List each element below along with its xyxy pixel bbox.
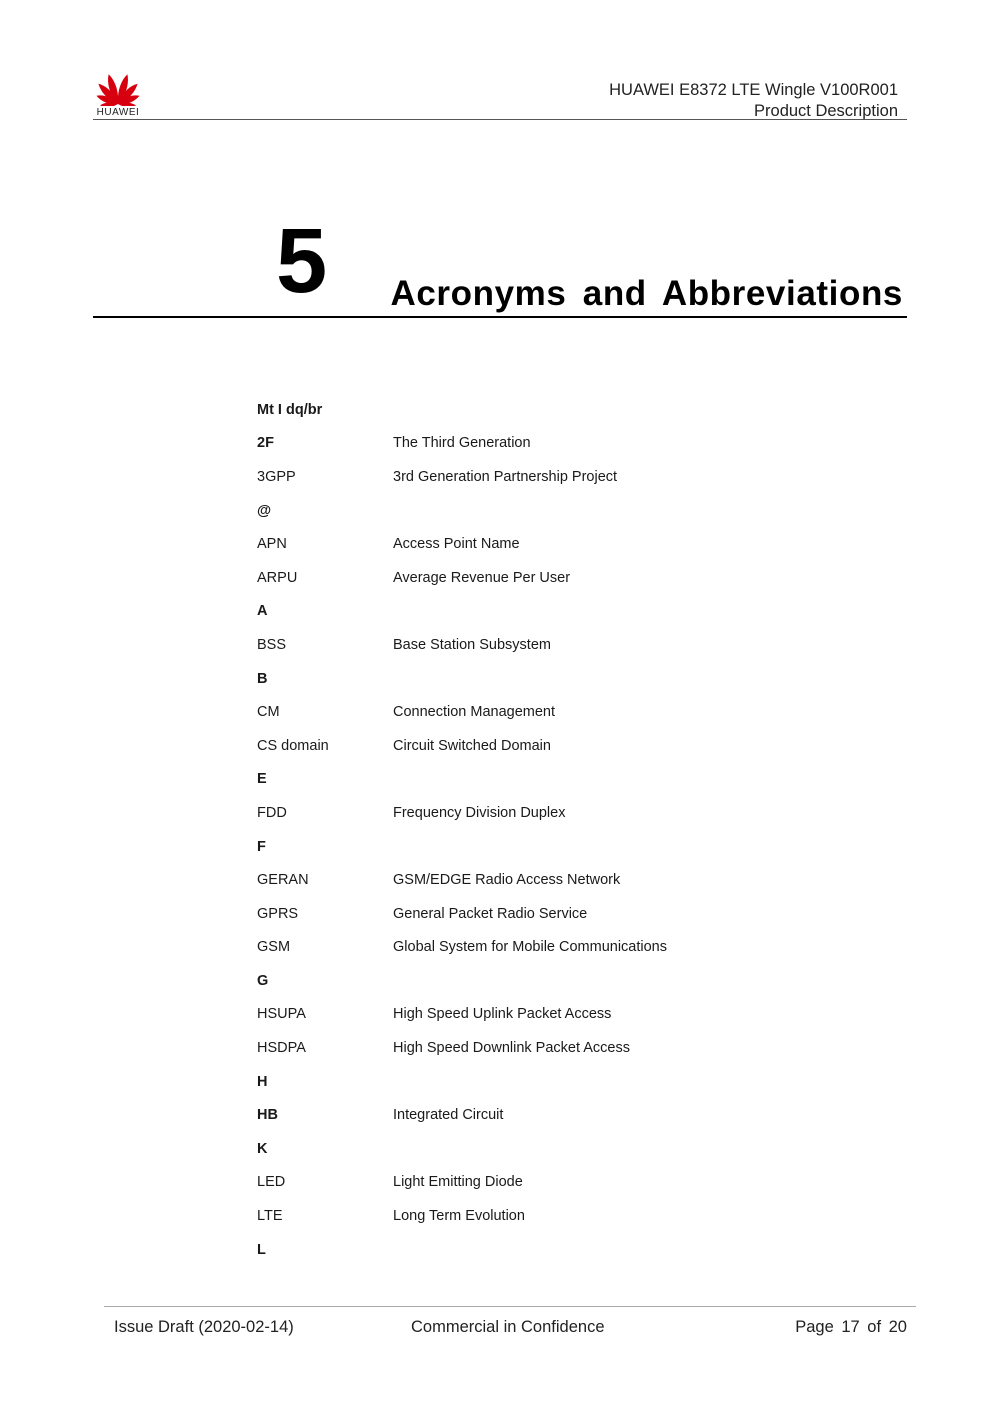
acronym-expansion: Integrated Circuit [393, 1107, 504, 1124]
chapter-title: Acronyms and Abbreviations [390, 274, 903, 313]
acronym-abbreviation: HSUPA [257, 1006, 306, 1023]
acronym-expansion: Global System for Mobile Communications [393, 939, 667, 956]
acronym-expansion: 3rd Generation Partnership Project [393, 468, 618, 485]
acronym-expansion: Access Point Name [393, 536, 520, 553]
acronym-row [257, 964, 817, 998]
acronym-row [257, 561, 817, 595]
acronym-row [257, 1233, 817, 1267]
acronym-abbreviation: @ [257, 502, 272, 519]
acronym-expansion: High Speed Downlink Packet Access [393, 1040, 630, 1057]
acronym-row [257, 1166, 817, 1200]
acronym-row [257, 763, 817, 797]
acronym-abbreviation: BSS [257, 636, 287, 653]
acronym-abbreviation: F [257, 838, 266, 855]
acronym-expansion: GSM/EDGE Radio Access Network [393, 872, 621, 889]
acronym-row [257, 628, 817, 662]
acronym-expansion: Frequency Division Duplex [393, 804, 566, 821]
acronym-row [257, 796, 817, 830]
acronym-row [257, 662, 817, 696]
logo-text: HUAWEI [96, 107, 140, 118]
acronym-abbreviation: ARPU [257, 569, 298, 586]
acronym-abbreviation: A [257, 603, 268, 620]
acronym-abbreviation: HB [257, 1107, 278, 1124]
product-name: HUAWEI E8372 LTE Wingle V100R001 [609, 81, 898, 99]
acronym-abbreviation: FDD [257, 804, 287, 821]
page-number: Page 17 of 20 [795, 1318, 907, 1336]
acronym-row [257, 393, 817, 427]
acronym-abbreviation: B [257, 670, 268, 687]
acronym-abbreviation: 2F [257, 435, 274, 452]
acronym-abbreviation: APN [257, 536, 287, 553]
acronym-row [257, 830, 817, 864]
acronym-abbreviation: CS domain [257, 737, 329, 754]
acronym-row [257, 695, 817, 729]
acronym-row [257, 1098, 817, 1132]
acronym-expansion: Average Revenue Per User [393, 569, 571, 586]
acronym-row [257, 897, 817, 931]
acronym-abbreviation: LTE [257, 1208, 283, 1225]
acronym-abbreviation: 3GPP [257, 468, 296, 485]
document-header [609, 80, 898, 122]
acronym-abbreviation: LED [257, 1174, 286, 1191]
chapter-number: 5 [276, 210, 328, 312]
huawei-logo [90, 72, 146, 118]
acronym-abbreviation: L [257, 1241, 266, 1258]
acronym-row [257, 1132, 817, 1166]
acronym-row [257, 460, 817, 494]
acronym-abbreviation: HSDPA [257, 1040, 306, 1057]
acronym-row [257, 427, 817, 461]
acronym-expansion: Connection Management [393, 704, 556, 721]
acronym-abbreviation: K [257, 1140, 268, 1157]
footer-divider [104, 1306, 916, 1307]
huawei-flower-logo-icon [96, 72, 140, 106]
acronym-abbreviation: E [257, 771, 267, 788]
acronym-abbreviation: CM [257, 704, 280, 721]
header-divider [93, 119, 907, 120]
chapter-divider [93, 316, 907, 318]
acronym-expansion: General Packet Radio Service [393, 905, 588, 922]
acronym-expansion: Long Term Evolution [393, 1208, 525, 1225]
acronym-row [257, 863, 817, 897]
acronym-row [257, 729, 817, 763]
acronym-expansion: The Third Generation [393, 435, 531, 452]
acronym-abbreviation: Mt I dq/br [257, 401, 323, 418]
acronym-list [257, 393, 817, 1266]
acronym-expansion: Base Station Subsystem [393, 636, 551, 653]
acronym-expansion: Circuit Switched Domain [393, 737, 551, 754]
acronym-row [257, 527, 817, 561]
acronym-row [257, 595, 817, 629]
acronym-row [257, 1031, 817, 1065]
acronym-abbreviation: GPRS [257, 905, 299, 922]
document-type: Product Description [754, 102, 898, 120]
acronym-row [257, 1065, 817, 1099]
acronym-abbreviation: G [257, 972, 269, 989]
confidentiality-label: Commercial in Confidence [411, 1318, 605, 1336]
acronym-expansion: Light Emitting Diode [393, 1174, 523, 1191]
acronym-row [257, 931, 817, 965]
acronym-expansion: High Speed Uplink Packet Access [393, 1006, 612, 1023]
issue-info: Issue Draft (2020-02-14) [114, 1318, 294, 1336]
acronym-abbreviation: GERAN [257, 872, 309, 889]
acronym-abbreviation: GSM [257, 939, 291, 956]
acronym-row [257, 1199, 817, 1233]
acronym-row [257, 998, 817, 1032]
acronym-row [257, 494, 817, 528]
acronym-abbreviation: H [257, 1073, 268, 1090]
